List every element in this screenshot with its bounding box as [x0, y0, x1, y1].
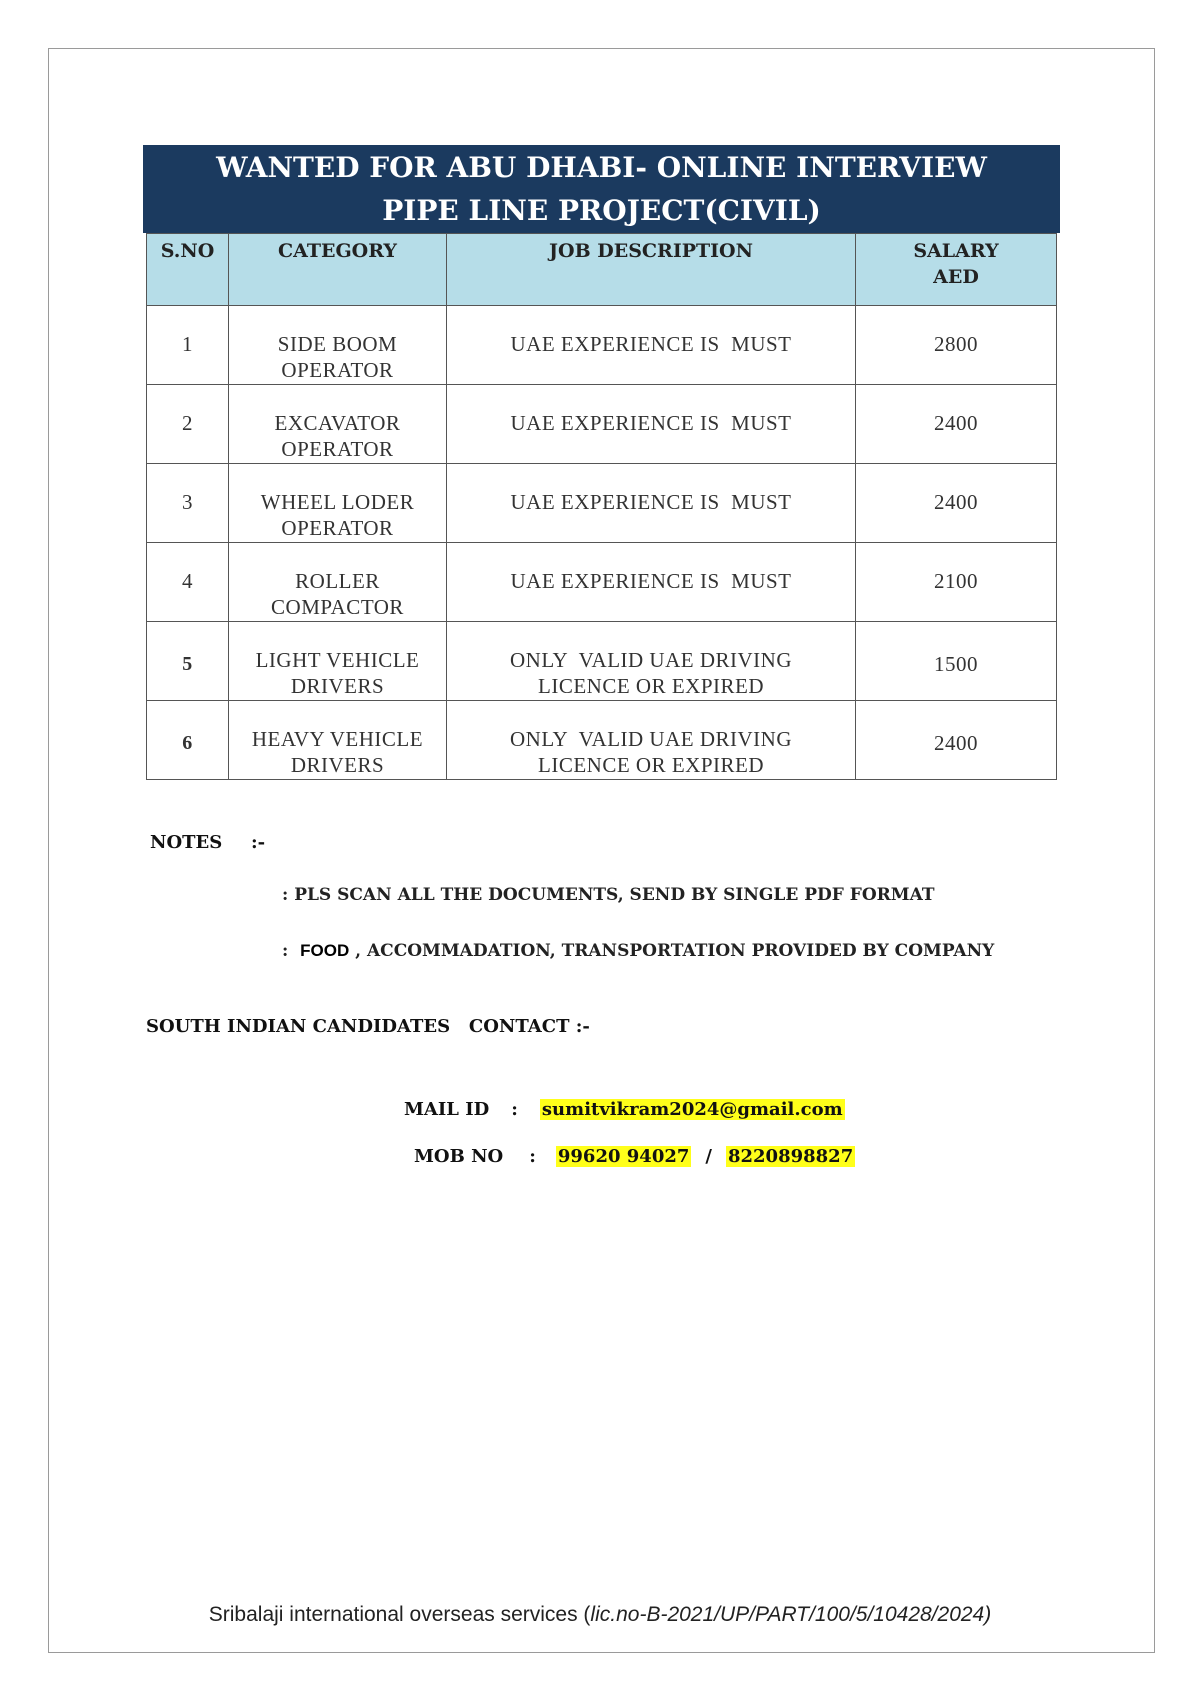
description-line1: UAE EXPERIENCE IS MUST: [510, 490, 792, 514]
cell-category: [229, 385, 447, 464]
mobile-row: [414, 1146, 855, 1167]
category-line2: DRIVERS: [290, 753, 385, 777]
category-line1: HEAVY VEHICLE: [251, 727, 424, 751]
title-line-1: WANTED FOR ABU DHABI- ONLINE INTERVIEW: [216, 151, 987, 184]
category-line2: OPERATOR: [281, 358, 394, 382]
category-line2: OPERATOR: [281, 437, 394, 461]
title-line-2: PIPE LINE PROJECT(CIVIL): [382, 194, 821, 227]
cell-description: [447, 464, 856, 543]
mail-label: MAIL ID: [404, 1099, 490, 1120]
cell-salary: 2100: [856, 543, 1057, 622]
header-sno: S.NO: [147, 234, 229, 306]
cell-description: [447, 543, 856, 622]
description-line2: LICENCE OR EXPIRED: [538, 753, 764, 777]
table-row: [147, 464, 1057, 543]
cell-category: [229, 701, 447, 780]
mail-separator: :: [511, 1099, 518, 1120]
email-link[interactable]: sumitvikram2024@gmail.com: [541, 1099, 843, 1120]
cell-description: [447, 385, 856, 464]
description-line1: UAE EXPERIENCE IS MUST: [510, 569, 792, 593]
note-food-accommodation: [282, 941, 994, 961]
mob-label: MOB NO: [414, 1146, 504, 1167]
description-line1: ONLY VALID UAE DRIVING: [510, 648, 792, 672]
note2-prefix: :: [282, 941, 301, 961]
cell-description: [447, 306, 856, 385]
category-line1: ROLLER: [295, 569, 380, 593]
cell-sno: 6: [147, 701, 229, 780]
header-category: CATEGORY: [229, 234, 447, 306]
category-line2: COMPACTOR: [271, 595, 404, 619]
category-line2: DRIVERS: [290, 674, 385, 698]
footer-company: Sribalaji international overseas services (: [208, 1603, 591, 1626]
cell-salary: 2400: [856, 701, 1057, 780]
cell-salary: 2400: [856, 385, 1057, 464]
category-line2: OPERATOR: [281, 516, 394, 540]
cell-category: [229, 622, 447, 701]
table-row: [147, 385, 1057, 464]
cell-sno: 5: [147, 622, 229, 701]
cell-sno: 1: [147, 306, 229, 385]
note2-rest: , ACCOMMADATION, TRANSPORTATION PROVIDED BY COMPANY: [349, 941, 995, 961]
cell-salary: 1500: [856, 622, 1057, 701]
table-row: [147, 306, 1057, 385]
description-line1: ONLY VALID UAE DRIVING: [510, 727, 792, 751]
mail-row: [404, 1099, 845, 1120]
cell-category: [229, 306, 447, 385]
table-row: [147, 543, 1057, 622]
cell-salary: 2400: [856, 464, 1057, 543]
phone-divider: /: [705, 1146, 712, 1167]
cell-salary: 2800: [856, 306, 1057, 385]
notes-label: NOTES: [150, 832, 223, 853]
phone-number-1[interactable]: 99620 94027: [557, 1146, 690, 1167]
cell-description: [447, 701, 856, 780]
footer-license-number: lic.no-B-2021/UP/PART/100/5/10428/2024): [590, 1603, 992, 1626]
title-banner: [143, 145, 1060, 233]
phone-number-2[interactable]: 8220898827: [727, 1146, 854, 1167]
notes-colon: :-: [251, 832, 266, 853]
description-line2: LICENCE OR EXPIRED: [538, 674, 764, 698]
header-description: JOB DESCRIPTION: [447, 234, 856, 306]
category-line1: LIGHT VEHICLE: [255, 648, 420, 672]
note-scan-documents: : PLS SCAN ALL THE DOCUMENTS, SEND BY SINGLE PDF FORMAT: [282, 885, 935, 905]
category-line1: EXCAVATOR: [274, 411, 401, 435]
header-salary-line2: AED: [933, 266, 979, 288]
table-row: [147, 622, 1057, 701]
jobs-table: [146, 233, 1057, 780]
cell-sno: 4: [147, 543, 229, 622]
table-header-row: [147, 234, 1057, 306]
header-salary-line1: SALARY: [913, 240, 999, 262]
footer-license: [0, 1603, 1200, 1627]
note2-food: FOOD: [300, 941, 350, 960]
cell-sno: 3: [147, 464, 229, 543]
cell-description: [447, 622, 856, 701]
cell-sno: 2: [147, 385, 229, 464]
cell-category: [229, 543, 447, 622]
header-salary: [856, 234, 1057, 306]
cell-category: [229, 464, 447, 543]
category-line1: SIDE BOOM: [277, 332, 398, 356]
description-line1: UAE EXPERIENCE IS MUST: [510, 332, 792, 356]
description-line1: UAE EXPERIENCE IS MUST: [510, 411, 792, 435]
mob-separator: :: [529, 1146, 536, 1167]
contact-heading: SOUTH INDIAN CANDIDATES CONTACT :-: [146, 1016, 590, 1037]
category-line1: WHEEL LODER: [260, 490, 415, 514]
table-row: [147, 701, 1057, 780]
